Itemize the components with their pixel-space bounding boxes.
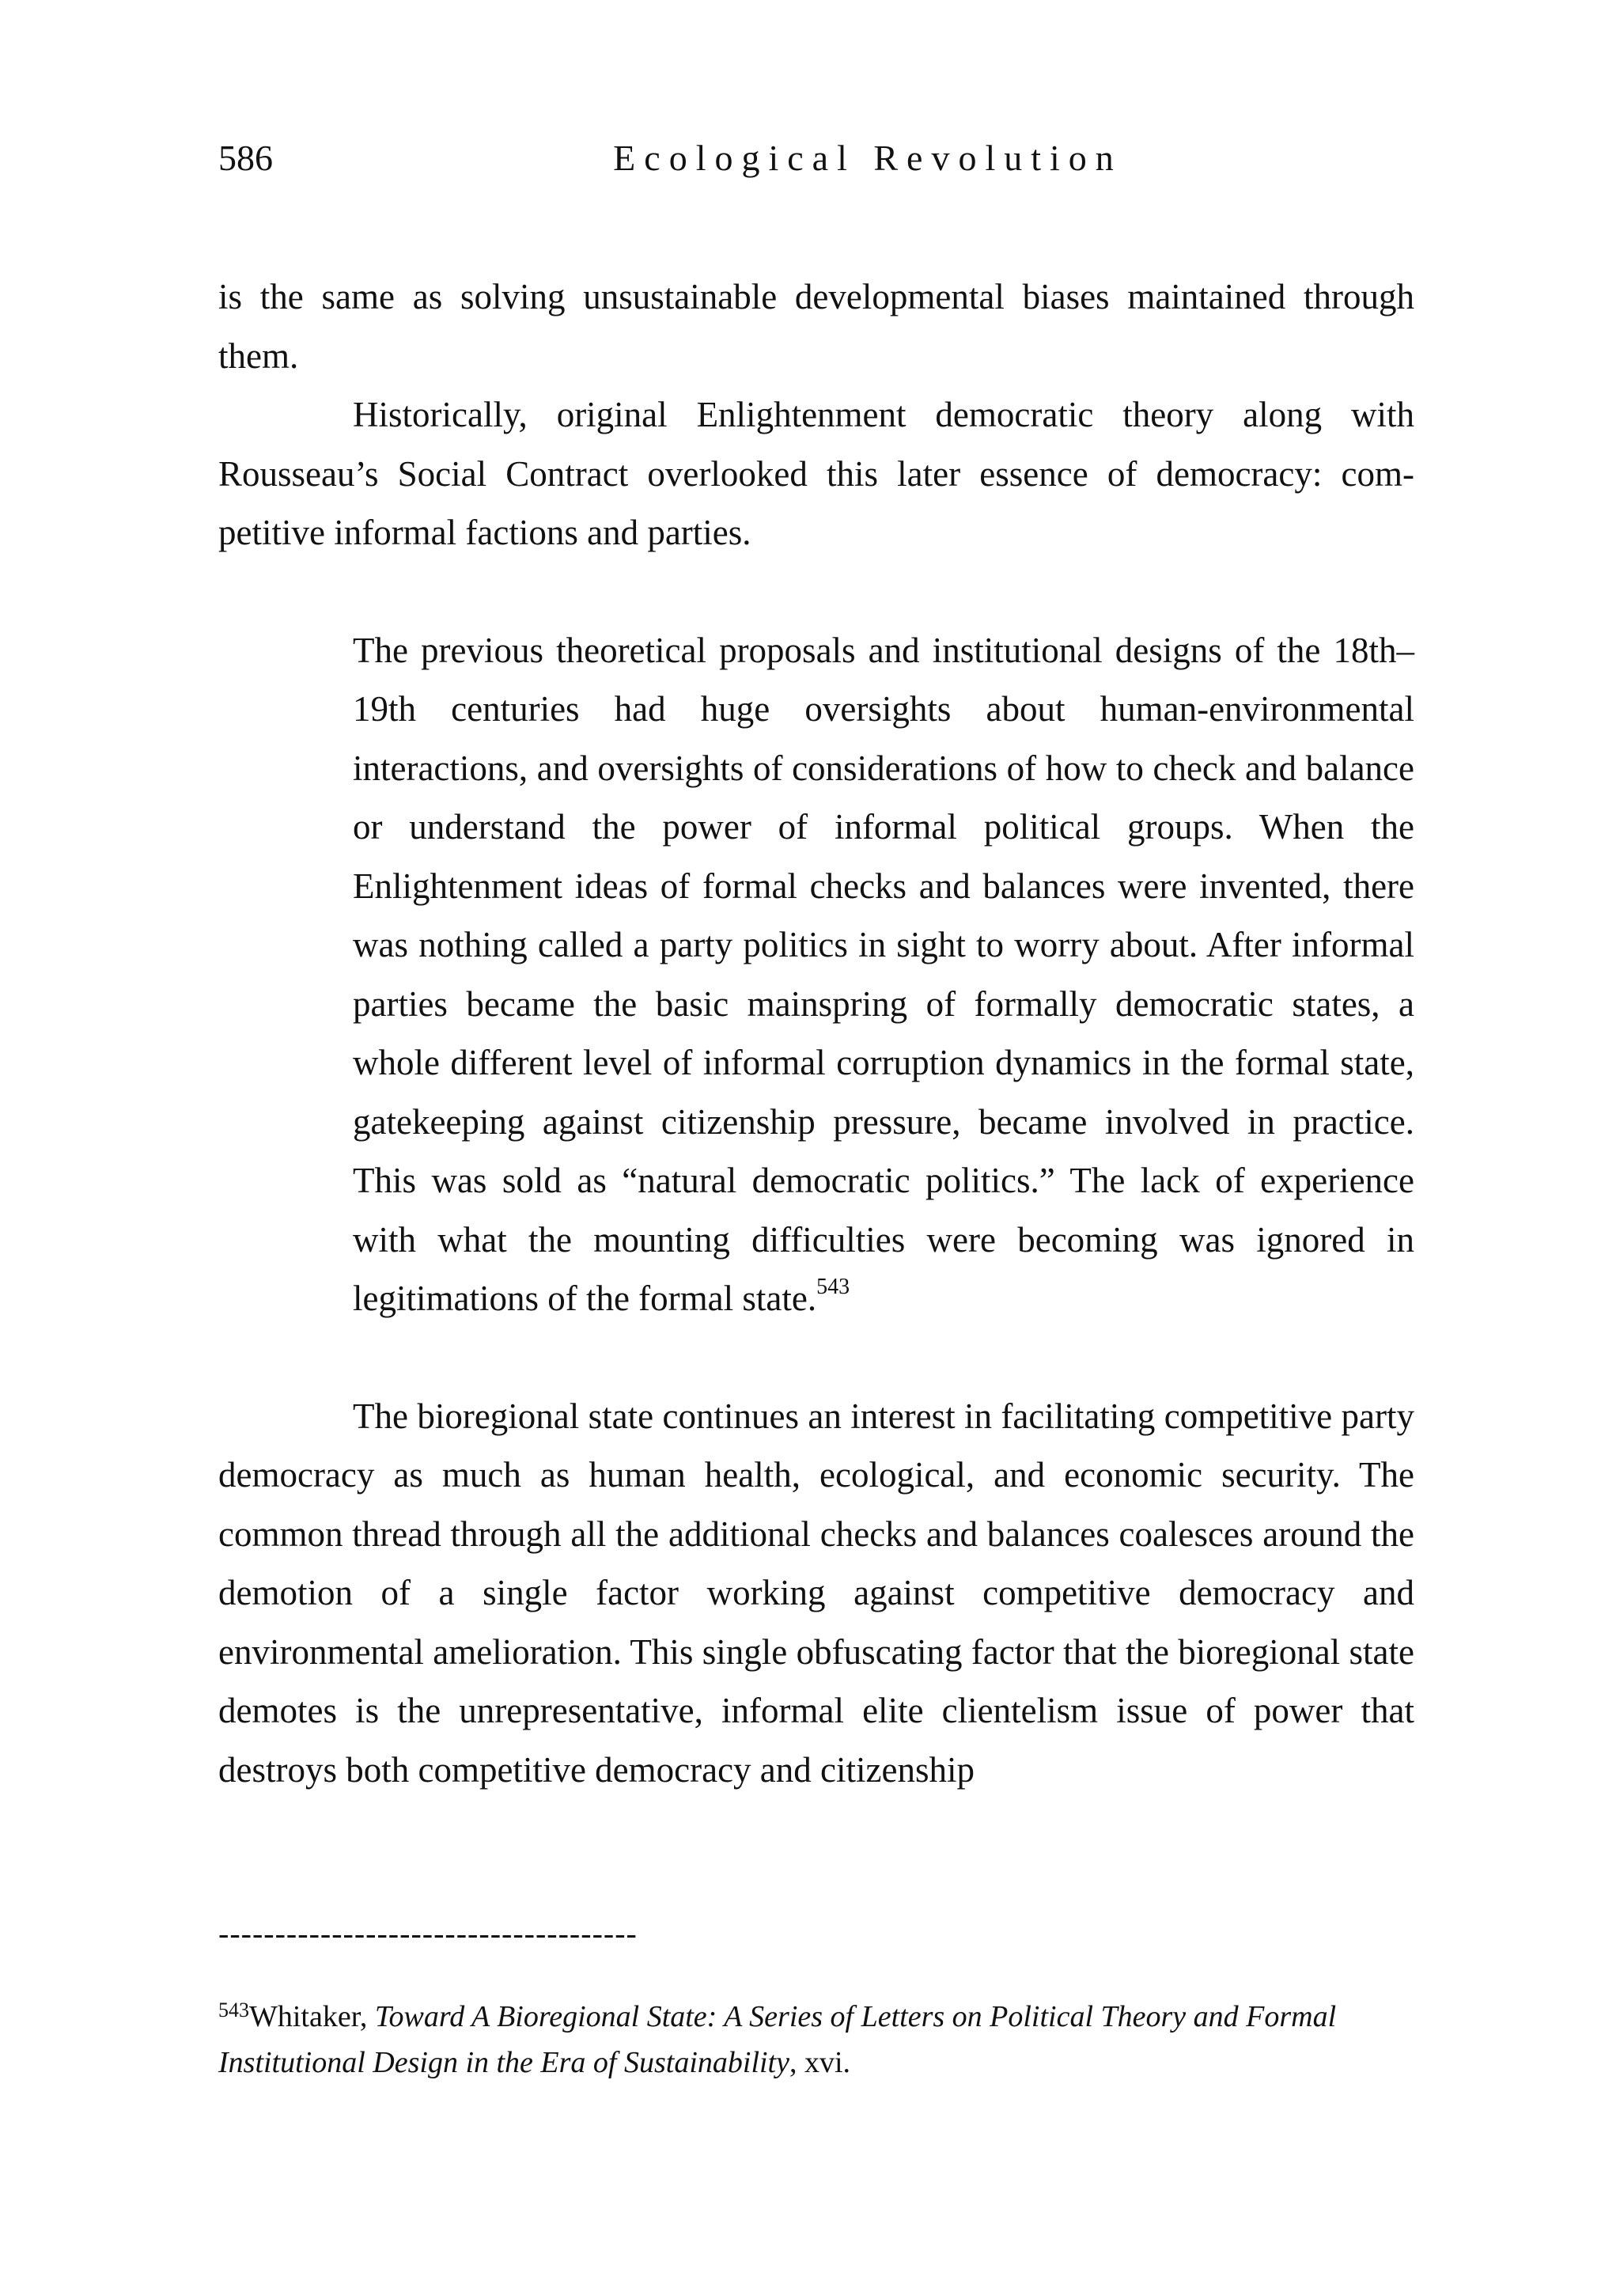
page-header	[218, 135, 1414, 182]
footnote-author: Whitaker,	[249, 2000, 375, 2033]
footnote-reference[interactable]: 543	[816, 1275, 850, 1299]
block-quote-text: The previous theoretical proposals and institutional designs of the 18th–19th centuries had huge oversights about human-environmental interactions, and oversights of considerations of how to check and balance or understand the power of informal political groups. When the Enlightenment ideas of formal checks and balances were invented, there was nothing called a party politics in sight to worry about. After informal parties became the basic mainspring of formally democratic states, a whole different level of informal corruption dynamics in the formal state, gatekeeping against citizenship pressure, became involved in practice. This was sold as “natural democratic politics.” The lack of experience with what the mounting difficulties were becoming was ignored in legitimations of the formal state.	[353, 630, 1414, 1318]
paragraph-historically: Historically, original Enlightenment democratic theory along with Rousseau’s Social Contract overlooked this later essence of democracy: competitive informal factions and parties.	[218, 395, 1414, 552]
paragraph-bioregional-state: The bioregional state continues an interest in facilitating competitive party democracy as much as human health, ecological, and economic security. The common thread through all the additional checks and balances coalesces around the demotion of a single factor working against competitive democracy and environmental amelioration. This single obfuscating factor that the bioregional state demotes is the unrepresentative, informal elite clientelism issue of power that destroys both competitive democracy and citizenship	[218, 1396, 1414, 1790]
running-title: Ecological Revolution	[613, 138, 1122, 178]
footnote-title: Toward A Bioregional State: A Series of Letters on Political Theory and Formal Institutional Design in the Era of Sustainability	[218, 2000, 1337, 2079]
paragraph-continued: is the same as solving unsustainable developmental biases maintained through them.	[218, 277, 1414, 376]
footnote	[218, 1994, 1414, 2086]
block-quote	[353, 621, 1414, 1328]
footnote-number: 543	[218, 1999, 249, 2021]
body-text	[218, 267, 1414, 1799]
page-number: 586	[218, 138, 273, 178]
footnote-separator: -------------------------------------	[218, 1915, 638, 1951]
footnote-page: , xvi.	[789, 2046, 851, 2079]
